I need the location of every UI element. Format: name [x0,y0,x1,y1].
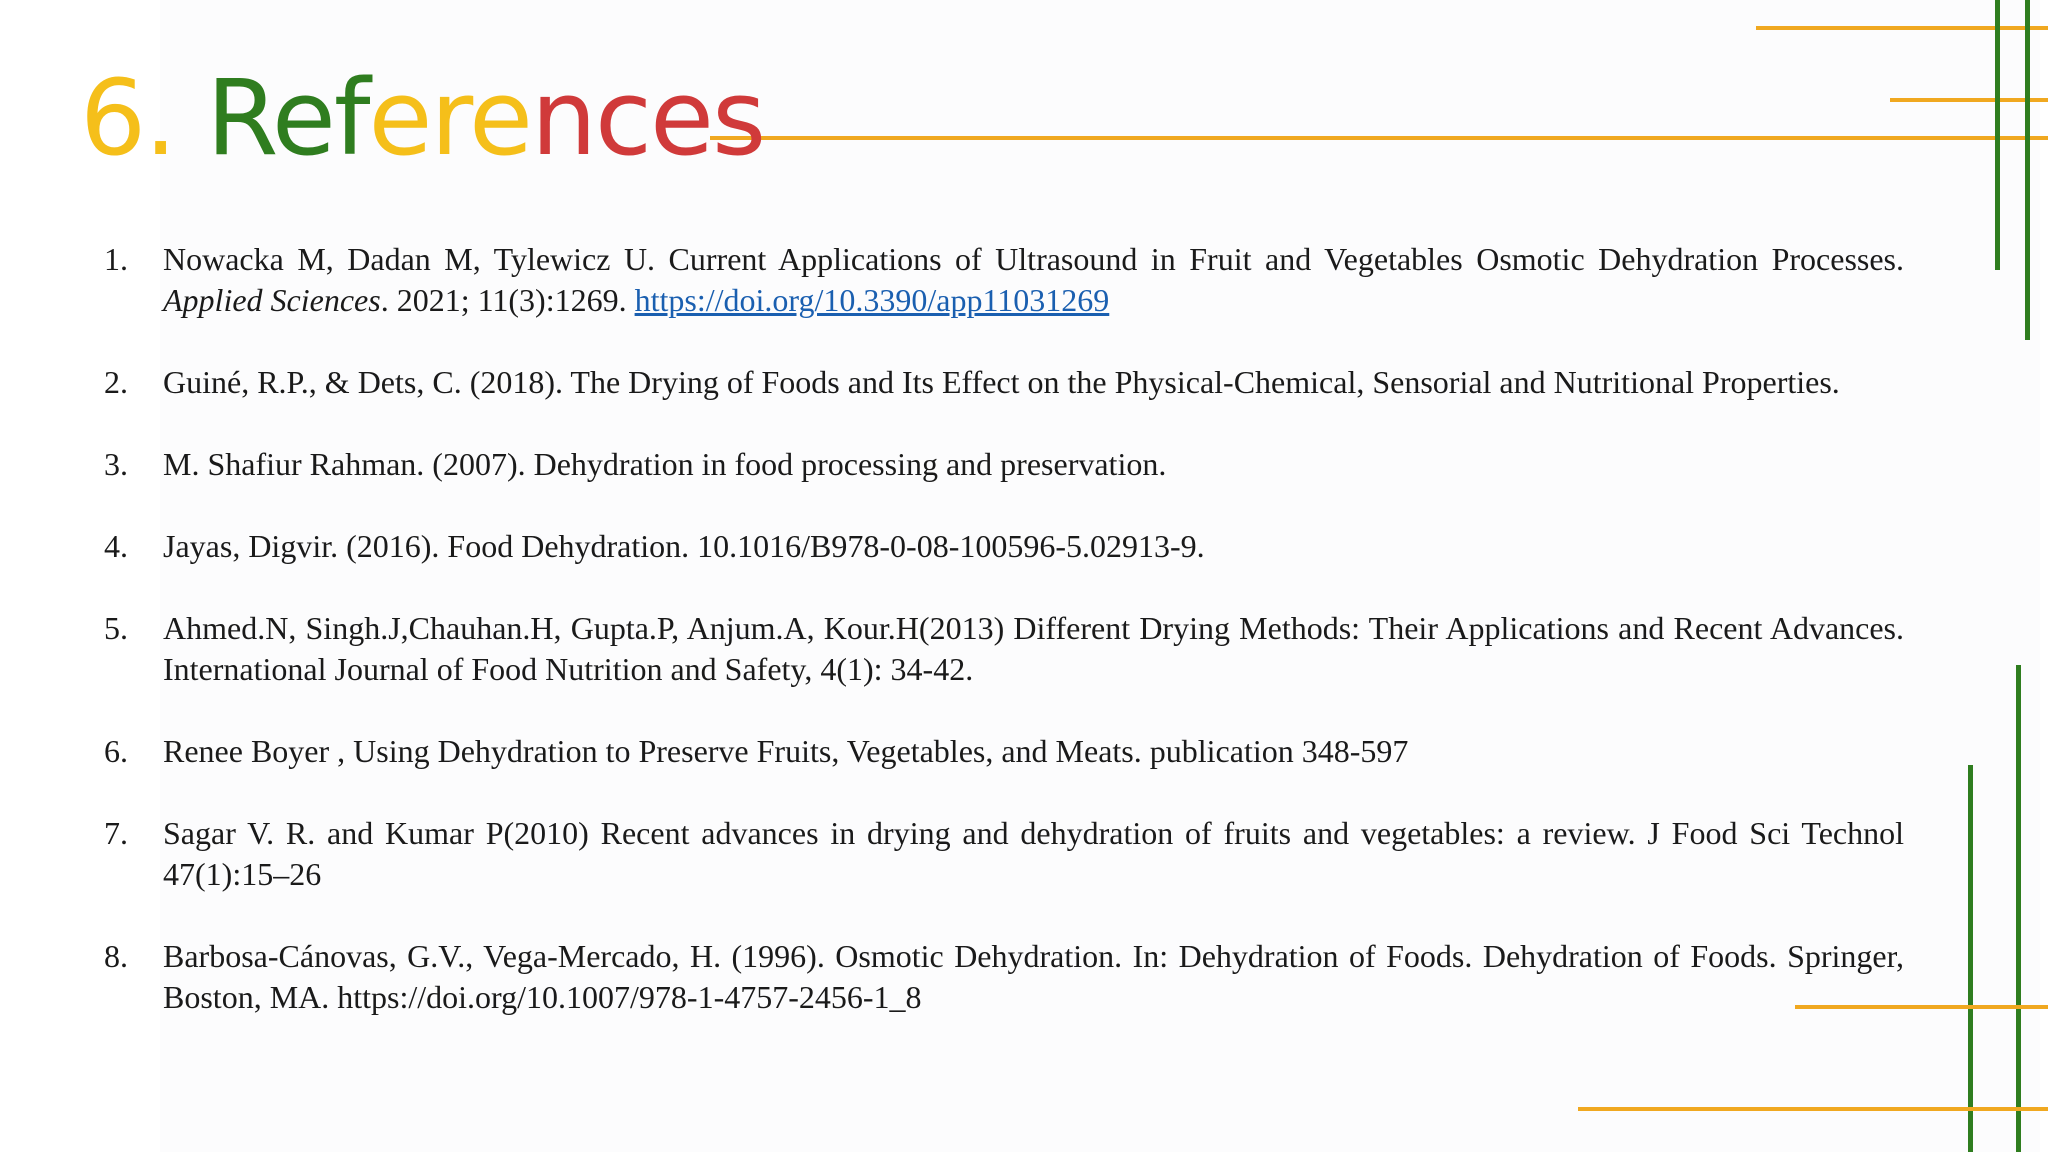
doi-link[interactable]: https://doi.org/10.3390/app11031269 [634,282,1110,318]
title-word-part: nces [530,57,765,179]
reference-item [0,239,1904,321]
reference-number: 1. [104,241,128,277]
reference-text: Barbosa-Cánovas, G.V., Vega-Mercado, H. (1996). Osmotic Dehydration. In: Dehydration of Foods. Dehydration of Foods. Springer, Boston, MA. https://doi.org/10.1007/978-1-4757-2456-1_8 [163,938,1904,1015]
reference-text: M. Shafiur Rahman. (2007). Dehydration in food processing and preservation. [163,446,1167,482]
reference-number: 2. [104,364,128,400]
reference-number: 6. [104,733,128,769]
reference-item [0,608,1904,690]
reference-text: Renee Boyer , Using Dehydration to Preserve Fruits, Vegetables, and Meats. publication 348-597 [163,733,1409,769]
reference-text: Jayas, Digvir. (2016). Food Dehydration. 10.1016/B978-0-08-100596-5.02913-9. [163,528,1205,564]
reference-text: Ahmed.N, Singh.J,Chauhan.H, Gupta.P, Anjum.A, Kour.H(2013) Different Drying Methods: Their Applications and Recent Advances. International Journal of Food Nutrition and Safety, 4(1): 34-42. [163,610,1904,687]
corner-line-bottom-horizontal-2 [1578,1107,2048,1111]
corner-line-top-vertical-1 [1995,0,2000,270]
reference-item [0,936,1904,1018]
slide-title [80,57,765,179]
title-word-part: Ref [206,57,369,179]
title-underline [710,136,2048,140]
title-number: 6. [80,57,207,179]
reference-text: . 2021; 11(3):1269. [380,282,635,318]
reference-text: Guiné, R.P., & Dets, C. (2018). The Drying of Foods and Its Effect on the Physical-Chemical, Sensorial and Nutritional Properties. [163,364,1840,400]
journal-name: Applied Sciences [163,282,381,318]
reference-number: 4. [104,528,128,564]
corner-line-top-horizontal-1 [1756,26,2048,30]
reference-item [0,362,1904,403]
reference-item [0,813,1904,895]
reference-number: 8. [104,938,128,974]
reference-item [0,526,1904,567]
reference-number: 3. [104,446,128,482]
corner-line-top-vertical-2 [2025,0,2030,340]
references-list [0,239,1905,1059]
reference-text: Nowacka M, Dadan M, Tylewicz U. Current Applications of Ultrasound in Fruit and Vegetables Osmotic Dehydration Processes. [163,241,1904,277]
reference-number: 7. [104,815,128,851]
reference-item [0,444,1904,485]
title-word-part: ere [368,57,531,179]
reference-number: 5. [104,610,128,646]
reference-text: Sagar V. R. and Kumar P(2010) Recent advances in drying and dehydration of fruits and vegetables: a review. J Food Sci Technol 47(1):15–26 [163,815,1904,892]
corner-line-bottom-vertical-1 [1968,765,1973,1152]
corner-line-bottom-vertical-2 [2016,665,2021,1152]
reference-item [0,731,1904,772]
